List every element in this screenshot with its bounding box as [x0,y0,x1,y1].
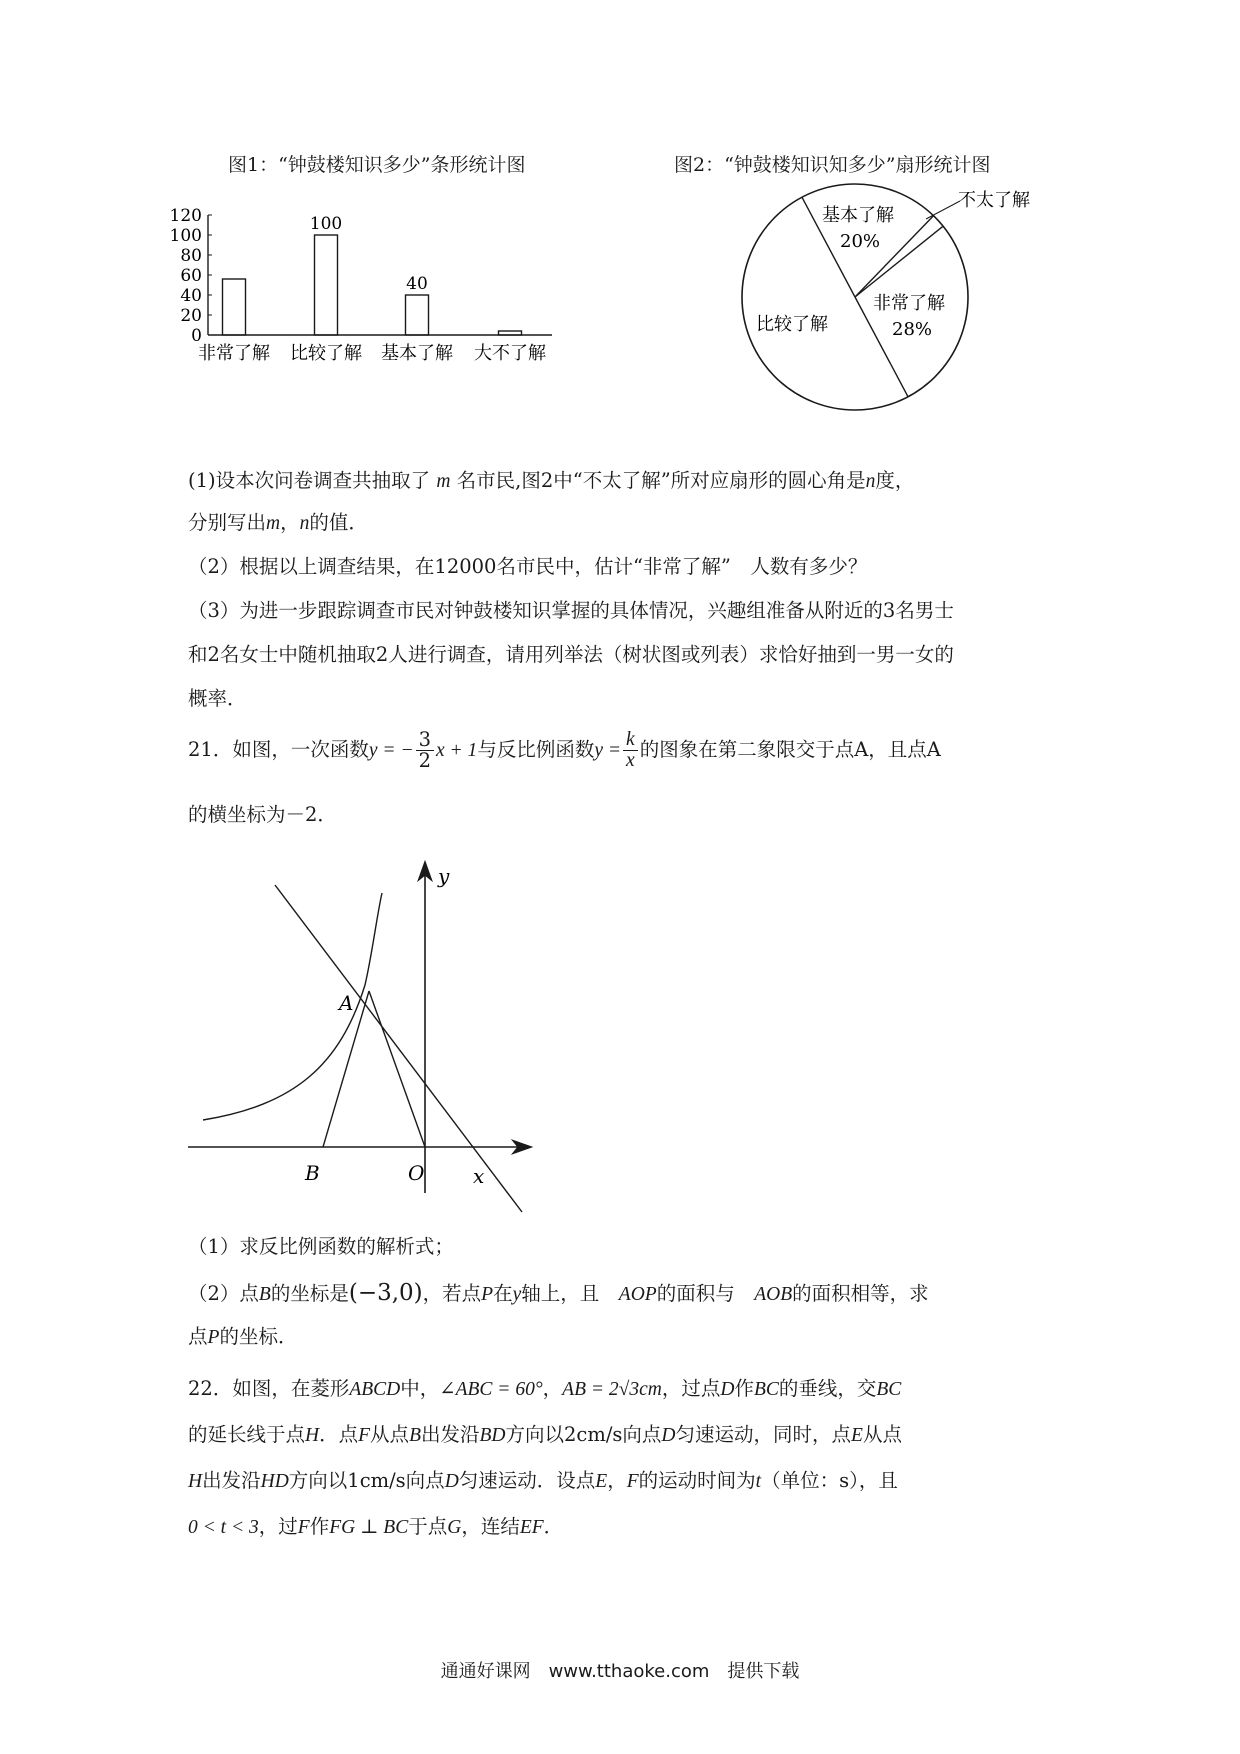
q21-fraction-k-x: $\frac{k}{x}$ [623,730,638,771]
q21-fraction-3-2: $\frac{3}{2}$ [416,730,434,771]
axis-label-x: x [473,1164,485,1188]
q22-line2: 的延长线于点H．点F从点B出发沿BD方向以2cm/s向点D匀速运动，同时，点E从点 [188,1423,902,1446]
bar-y-tick-label: 40 [180,286,202,306]
q20-part3-line3: 概率． [188,687,247,710]
pie-chart-title: 图2：“钟鼓楼知识知多少”扇形统计图 [674,154,991,176]
q22-line3: H出发沿HD方向以1cm/s向点D匀速运动．设点E，F的运动时间为t（单位：s），且 [188,1469,898,1492]
pie-value-very: 28% [892,319,933,340]
pie-chart [730,185,1060,425]
point-label-b: B [305,1161,320,1185]
bar-category-label: 基本了解 [381,343,453,364]
bar-chart-y-ticks [170,206,212,346]
q21-part2-line1: （2）点B的坐标是(−3,0)，若点P在y轴上，且 AOP的面积与 AOB的面积相等，求 [188,1280,929,1306]
q22-line4: 0 < t < 3，过F作FG ⊥ BC于点G，连结EF． [188,1515,564,1538]
q20-part1-line2: 分别写出m，n的值． [188,511,368,534]
bar-1 [315,235,338,335]
q20-part3-line1: （3）为进一步跟踪调查市民对钟鼓楼知识掌握的具体情况，兴趣组准备从附近的3名男士 [188,599,954,622]
bar-2 [406,295,429,335]
bar-y-tick-label: 20 [180,306,202,326]
q21-intro-line1: 21．如图，一次函数y = − $\frac{3}{2}$ x + 1与反比例函数y = $\frac{k}{x}$ 的图象在第二象限交于点A，且点A [188,728,941,772]
bar-data-label: 100 [309,214,343,234]
pie-divider-line [855,216,933,297]
bar-chart-axes [208,215,552,335]
function-graph [175,855,555,1215]
pie-leader-line [926,201,960,219]
page-footer: 通通好课网 www.tthaoke.com 提供下载 [440,1661,800,1682]
point-label-a: A [339,991,354,1015]
bar-0 [223,279,246,335]
pie-value-basic: 20% [840,231,881,252]
bar-y-tick-label: 0 [191,326,202,346]
bar-chart-bars [223,235,522,335]
bar-y-tick-label: 120 [169,206,202,226]
pie-label-very: 非常了解 [873,293,945,314]
bar-category-label: 大不了解 [474,343,546,364]
q22-line1: 22．如图，在菱形ABCD中，∠ABC = 60°，AB = 2√3cm，过点D作BC的垂线，交BC [188,1377,902,1400]
q21-part1: （1）求反比例函数的解析式； [188,1235,454,1258]
point-label-o: O [408,1161,425,1185]
q21-intro-line2: 的横坐标为－2． [188,803,337,826]
bar-3 [499,331,522,335]
bar-data-label: 40 [406,274,428,294]
bar-chart-title: 图1：“钟鼓楼知识多少”条形统计图 [228,154,526,176]
pie-label-fairly: 比较了解 [756,314,828,335]
bar-category-label: 比较了解 [290,343,362,364]
bar-chart-labels [198,214,546,364]
axis-label-y: y [438,864,450,888]
bar-chart [169,205,620,415]
q20-part1-line1: (1)设本次问卷调查共抽取了 m 名市民,图2中“不太了解”所对应扇形的圆心角是n度， [188,469,915,492]
line-segment-ao [369,991,425,1147]
pie-label-basic: 基本了解 [822,205,894,226]
pie-label-not-much: 不太了解 [958,190,1030,211]
bar-y-tick-label: 100 [169,226,202,246]
q20-part3-line2: 和2名女士中随机抽取2人进行调查，请用列举法（树状图或列表）求恰好抽到一男一女的 [188,643,954,666]
q20-part2: （2）根据以上调查结果，在12000名市民中，估计“非常了解” 人数有多少？ [188,555,868,578]
bar-category-label: 非常了解 [198,343,270,364]
q21-part2-line2: 点P的坐标． [188,1325,298,1348]
bar-y-tick-label: 60 [180,266,202,286]
bar-y-tick-label: 80 [180,246,202,266]
inverse-function-curve [203,893,382,1120]
